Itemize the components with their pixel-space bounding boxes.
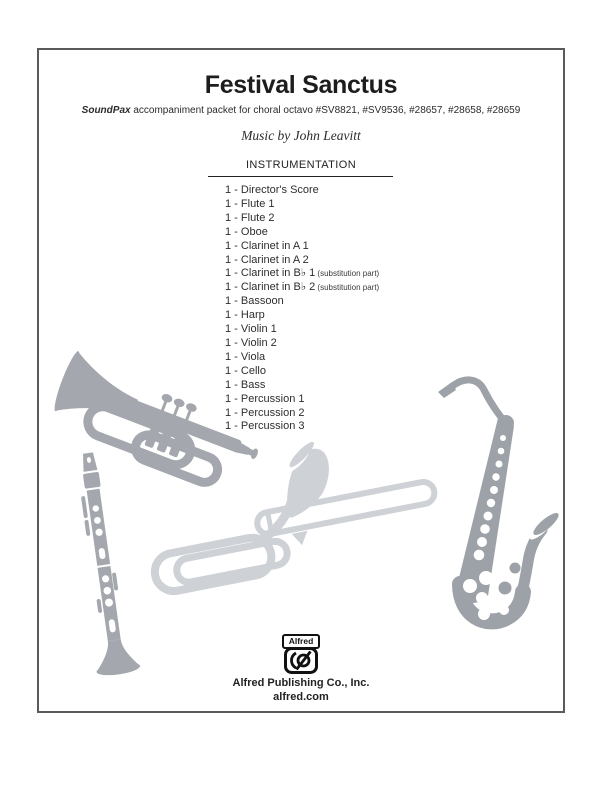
instrument-name: Clarinet in B♭ 1 (240, 267, 316, 280)
list-item (225, 393, 379, 407)
publisher-logo (39, 631, 563, 674)
instrument-name: Bassoon (240, 295, 284, 308)
qty-separator: - (231, 420, 241, 433)
qty-separator: - (231, 239, 241, 252)
list-item (225, 254, 379, 268)
list-item (225, 351, 379, 365)
list-item (225, 323, 379, 337)
instrument-qty: 1 (225, 225, 232, 238)
list-item (225, 365, 379, 379)
header-underline (208, 176, 393, 177)
saxophone-illustration (420, 372, 555, 642)
instrument-name: Violin 2 (240, 336, 277, 349)
qty-separator: - (231, 267, 241, 280)
list-item (225, 198, 379, 212)
instrument-name: Flute 1 (240, 197, 275, 210)
list-item (225, 420, 379, 434)
instrument-qty: 1 (225, 184, 232, 196)
qty-separator: - (231, 197, 241, 210)
instrument-qty: 1 (225, 378, 232, 391)
subtitle (39, 105, 563, 116)
trombone-graphic (140, 450, 450, 600)
instrument-name: Bass (240, 378, 266, 391)
instrument-qty: 1 (225, 350, 232, 363)
list-item (225, 407, 379, 421)
alfred-monogram-icon (284, 647, 318, 674)
subtitle-text: accompaniment packet for choral octavo #SV8821, #SV9536, #28657, #28658, #28659 (130, 105, 521, 116)
instrumentation-list (225, 184, 379, 434)
instrument-name: Viola (240, 350, 266, 363)
list-item (225, 184, 379, 198)
instrument-name: Cello (240, 364, 266, 377)
list-item (225, 337, 379, 351)
instrument-qty: 1 (225, 392, 232, 405)
instrument-qty: 1 (225, 323, 232, 336)
qty-separator: - (231, 309, 241, 322)
instrument-qty: 1 (225, 420, 232, 433)
qty-separator: - (231, 184, 241, 196)
instrument-qty: 1 (225, 336, 232, 349)
instrument-name: Percussion 2 (240, 406, 305, 419)
publisher-website: alfred.com (273, 691, 329, 703)
trombone-illustration (140, 450, 450, 600)
qty-separator: - (231, 323, 241, 336)
instrument-name: Percussion 1 (240, 392, 305, 405)
alfred-logo-badge: Alfred (282, 634, 320, 649)
qty-separator: - (231, 392, 241, 405)
instrument-name: Violin 1 (240, 323, 277, 336)
instrument-qty: 1 (225, 267, 232, 280)
instrument-name: Clarinet in A 2 (240, 253, 309, 266)
qty-separator: - (231, 378, 241, 391)
instrument-name: Percussion 3 (240, 420, 305, 433)
qty-separator: - (231, 364, 241, 377)
qty-separator: - (231, 336, 241, 349)
instrument-name: Flute 2 (240, 211, 275, 224)
page-title: Festival Sanctus (204, 71, 398, 99)
instrument-qty: 1 (225, 197, 232, 210)
soundpax-brand: SoundPax (81, 105, 131, 116)
instrument-qty: 1 (225, 211, 232, 224)
saxophone-graphic (420, 372, 555, 642)
qty-separator: - (231, 350, 241, 363)
qty-separator: - (231, 253, 241, 266)
substitution-note: (substitution part) (315, 283, 380, 293)
list-item (225, 240, 379, 254)
instrument-name: Clarinet in B♭ 2 (240, 281, 316, 294)
qty-separator: - (231, 211, 241, 224)
instrument-name: Harp (240, 309, 265, 322)
qty-separator: - (231, 225, 241, 238)
qty-separator: - (231, 406, 241, 419)
list-item (225, 267, 379, 281)
instrumentation-header: INSTRUMENTATION (245, 159, 357, 171)
list-item (225, 212, 379, 226)
publisher-name: Alfred Publishing Co., Inc. (232, 677, 370, 689)
instrument-qty: 1 (225, 364, 232, 377)
list-item (225, 281, 379, 295)
qty-separator: - (231, 295, 241, 308)
substitution-note: (substitution part) (315, 269, 380, 279)
byline: Music by John Leavitt (241, 128, 361, 143)
list-item (225, 309, 379, 323)
instrument-name: Clarinet in A 1 (240, 239, 309, 252)
instrument-qty: 1 (225, 253, 232, 266)
instrument-qty: 1 (225, 281, 232, 294)
instrument-qty: 1 (225, 295, 232, 308)
instrument-qty: 1 (225, 309, 232, 322)
instrument-qty: 1 (225, 406, 232, 419)
instrument-qty: 1 (225, 239, 232, 252)
list-item (225, 295, 379, 309)
list-item (225, 226, 379, 240)
instrument-name: Director's Score (240, 184, 319, 196)
instrument-name: Oboe (240, 225, 268, 238)
qty-separator: - (231, 281, 241, 294)
list-item (225, 379, 379, 393)
